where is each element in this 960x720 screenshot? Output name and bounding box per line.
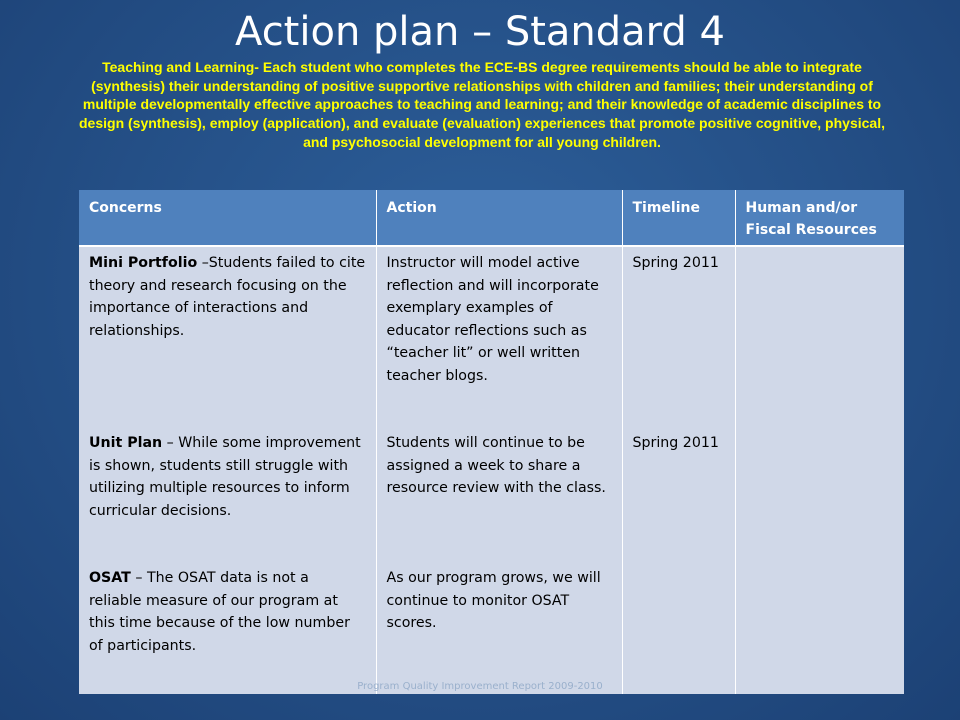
action-item: Instructor will model active reflection and will incorporate exemplary examples of educator reflections such as “teacher lit” or well written teacher blogs.: [386, 255, 599, 384]
table-header-row: [79, 190, 904, 246]
concern-label: Unit Plan: [89, 435, 163, 451]
concern-text: – While some improvement is shown, students still struggle with utilizing multiple resources to inform curricular decisions.: [89, 435, 361, 519]
resources-cell: [735, 246, 904, 694]
concern-label: Mini Portfolio: [89, 255, 198, 271]
footer-text: Program Quality Improvement Report 2009-2010: [357, 681, 603, 692]
concern-text: –Students failed to cite theory and research focusing on the importance of interactions and relationships.: [89, 255, 366, 339]
concern-osat: [89, 567, 366, 657]
concerns-cell: [79, 246, 376, 694]
concern-mini-portfolio: [89, 252, 366, 342]
action-item: Students will continue to be assigned a week to share a resource review with the class.: [386, 435, 606, 496]
concern-text: – The OSAT data is not a reliable measure of our program at this time because of the low number of participants.: [89, 570, 350, 654]
concern-unit-plan: [89, 432, 366, 522]
header-resources: Human and/or Fiscal Resources: [735, 190, 904, 246]
header-timeline: Timeline: [622, 190, 735, 246]
timeline-item: Spring 2011: [632, 435, 719, 451]
table-row: [79, 246, 904, 694]
concern-label: OSAT: [89, 570, 131, 586]
action-plan-table: [79, 190, 904, 694]
action-cell: [376, 246, 622, 694]
action-item: As our program grows, we will continue to monitor OSAT scores.: [386, 570, 601, 631]
timeline-item: Spring 2011: [632, 255, 719, 271]
slide-title: Action plan – Standard 4: [235, 9, 725, 55]
header-concerns: Concerns: [79, 190, 376, 246]
timeline-cell: [622, 246, 735, 694]
header-action: Action: [376, 190, 622, 246]
standard-description: Teaching and Learning- Each student who completes the ECE-BS degree requirements should be able to integrate (synthesis) their understanding of positive supportive relationships with children and families; their understanding of multiple developmentally effective approaches to teaching and learning; and their knowledge of academic disciplines to design (synthesis), employ (application), and evaluate (evaluation) experiences that promote positive cognitive, physical, and psychosocial development for all young children.: [79, 59, 885, 150]
